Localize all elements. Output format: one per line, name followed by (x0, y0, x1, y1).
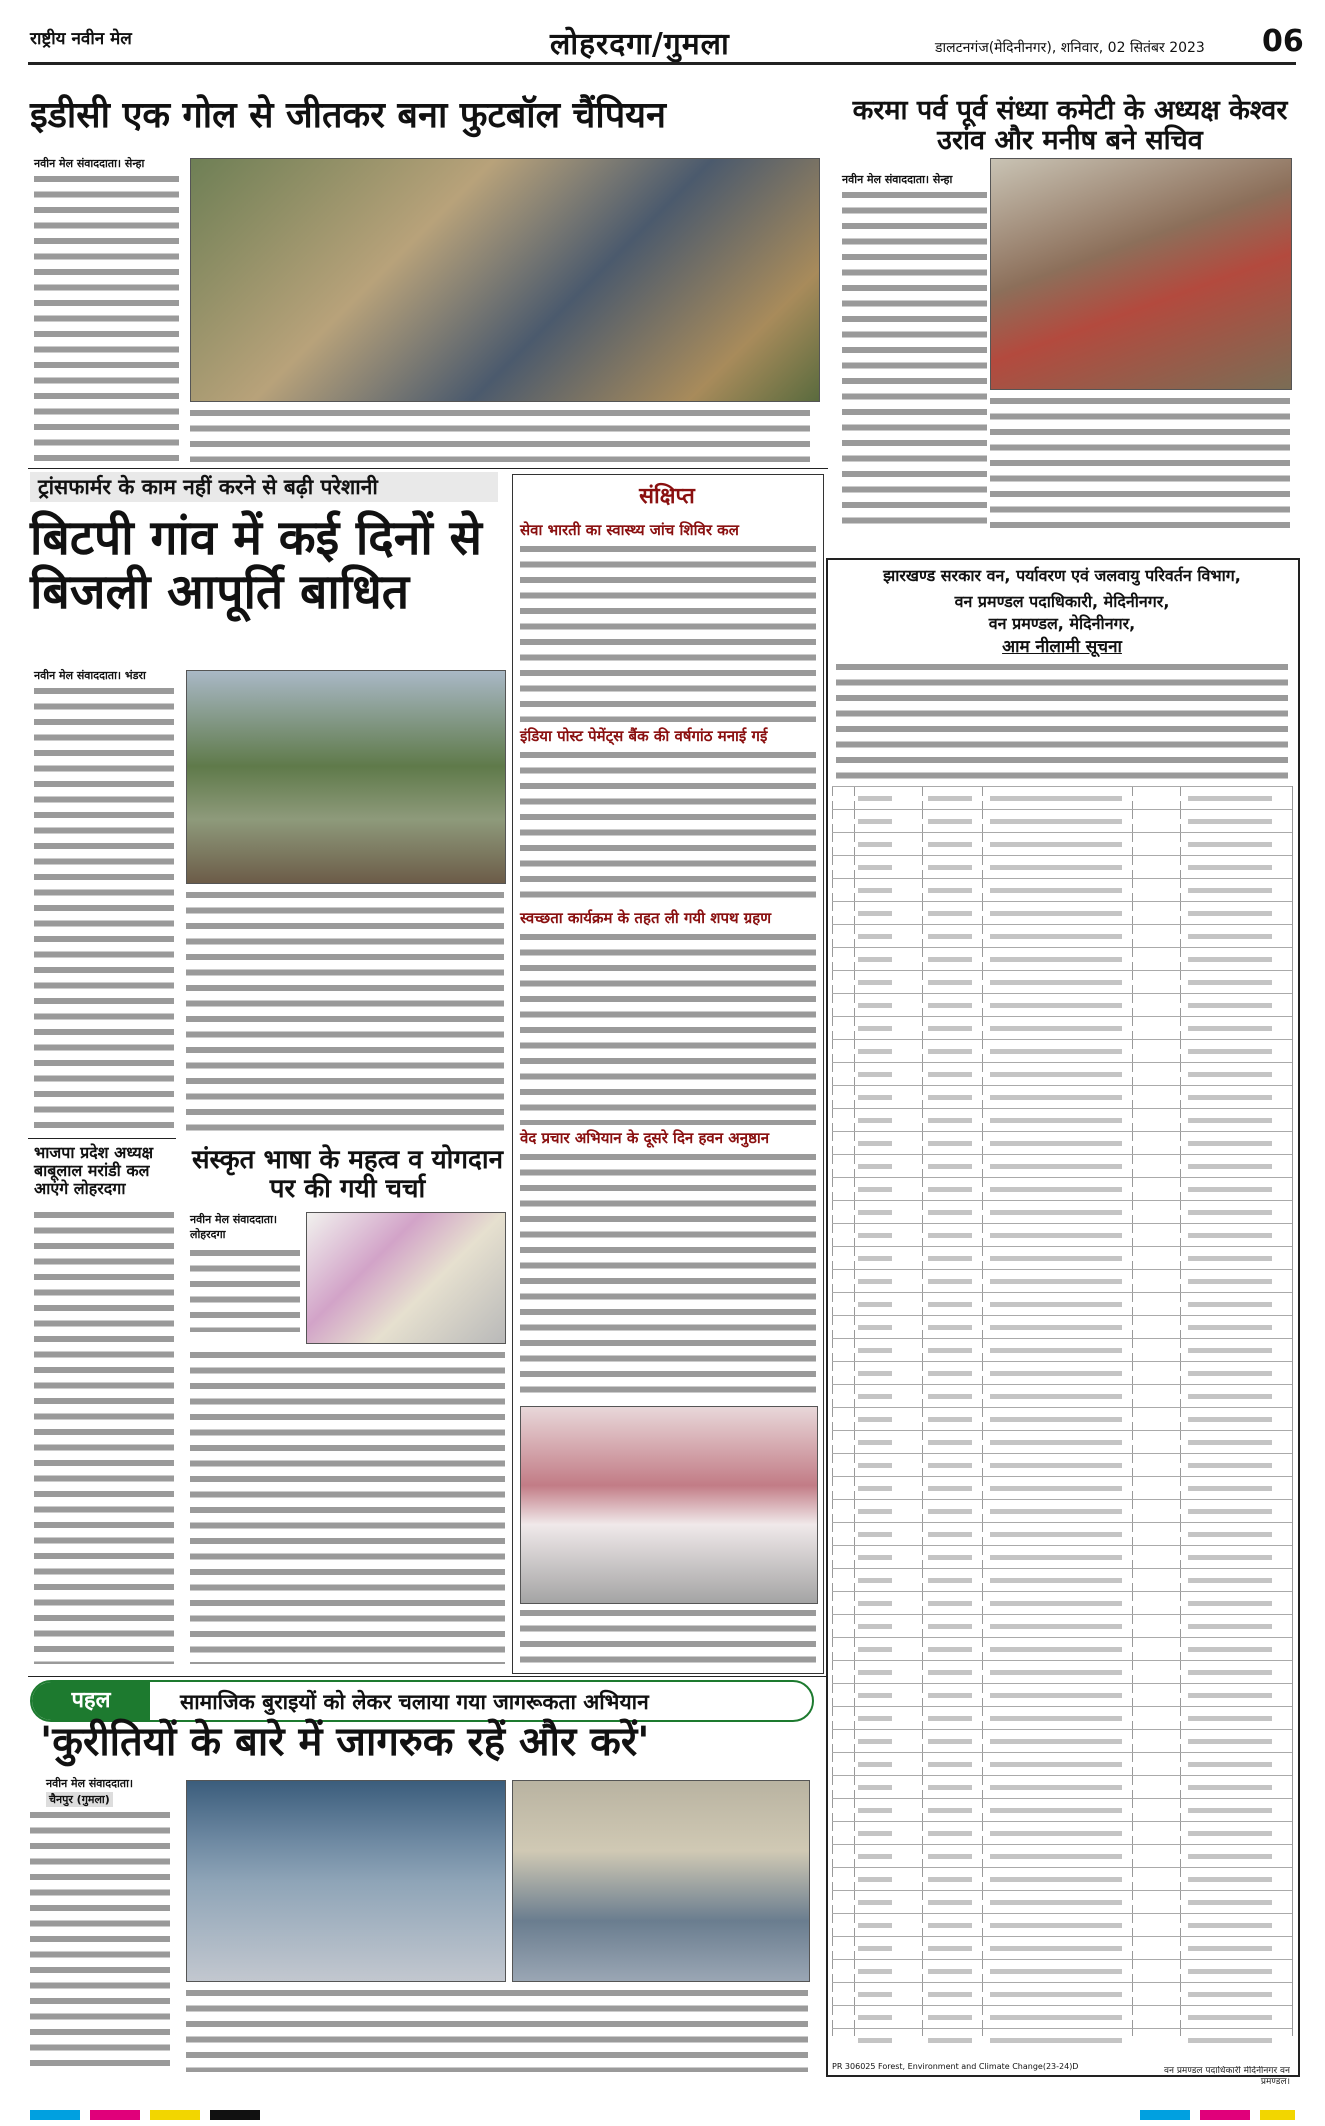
table-row (832, 1292, 1292, 1315)
notice-office-1: वन प्रमण्डल पदाधिकारी, मेदिनीनगर, (954, 592, 1170, 611)
story6-tag: पहल (32, 1682, 150, 1720)
auction-table (832, 786, 1292, 2076)
table-row (832, 2028, 1292, 2051)
table-row (832, 1476, 1292, 1499)
story5-headline: संस्कृत भाषा के महत्व व योगदान पर की गयी चर्चा (191, 1145, 504, 1205)
story3-kicker: ट्रांसफार्मर के काम नहीं करने से बढ़ी परेशानी (30, 472, 498, 502)
table-row (832, 1614, 1292, 1637)
story2-body-continued (990, 394, 1290, 534)
story2-byline: नवीन मेल संवाददाता। सेन्हा (842, 173, 953, 186)
registration-bar-yellow (1260, 2110, 1295, 2120)
karma-meeting-photo (990, 158, 1292, 390)
table-row (832, 1154, 1292, 1177)
brief-item-3-title: स्वच्छता कार्यक्रम के तहत ली गयी शपथ ग्रहण (520, 909, 772, 927)
table-row (832, 1959, 1292, 1982)
table-row (832, 1453, 1292, 1476)
table-row (832, 1982, 1292, 2005)
table-row (832, 832, 1292, 855)
story6-dateline: चैनपुर (गुमला) (46, 1792, 113, 1807)
story6-headline: 'कुरीतियों के बारे में जागरुक रहें और करें' (40, 1719, 650, 1765)
table-row (832, 786, 1292, 809)
dateline: डालटनगंज(मेदिनीनगर), शनिवार, 02 सितंबर 2023 (935, 40, 1205, 56)
table-row (832, 1407, 1292, 1430)
havan-photo (520, 1406, 818, 1604)
table-row (832, 1315, 1292, 1338)
registration-bar-cyan (30, 2110, 80, 2120)
section-title: लोहरदगा/गुमला (550, 27, 730, 62)
table-row (832, 1683, 1292, 1706)
registration-bar-magenta (1200, 2110, 1250, 2120)
table-row (832, 1729, 1292, 1752)
table-row (832, 1430, 1292, 1453)
table-row (832, 1522, 1292, 1545)
story5-byline: नवीन मेल संवाददाता। लोहरदगा (190, 1213, 278, 1241)
table-row (832, 1545, 1292, 1568)
notice-footer: PR 306025 Forest, Environment and Climate Change(23-24)D (832, 2062, 1079, 2071)
notice-intro-text (836, 660, 1288, 782)
table-row (832, 1798, 1292, 1821)
notice-signature: वन प्रमण्डल पदाधिकारी मेदिनीनगर वन प्रमण्डल। (1163, 2066, 1290, 2087)
table-row (832, 1177, 1292, 1200)
table-row (832, 1591, 1292, 1614)
table-row (832, 1269, 1292, 1292)
table-row (832, 809, 1292, 832)
story3-byline: नवीन मेल संवाददाता। भंडरा (34, 669, 146, 682)
table-row (832, 878, 1292, 901)
brief-item-4-body-continued (520, 1606, 816, 1666)
brief-item-2-title: इंडिया पोस्ट पेमेंट्स बैंक की वर्षगांठ मनाई गई (520, 727, 768, 745)
football-trophy-photo (190, 158, 820, 402)
story2-headline: करमा पर्व पूर्व संध्या कमेटी के अध्यक्ष केश्वर उरांव और मनीष बने सचिव (852, 95, 1288, 157)
notice-office-2: वन प्रमण्डल, मेदिनीनगर, (988, 614, 1136, 633)
table-row (832, 1200, 1292, 1223)
story1-headline: इडीसी एक गोल से जीतकर बना फुटबॉल चैंपियन (30, 95, 667, 136)
divider (28, 468, 828, 469)
table-row (832, 1223, 1292, 1246)
table-column-line (1292, 786, 1293, 2036)
notice-title: आम नीलामी सूचना (1002, 637, 1122, 657)
story5-body (190, 1246, 300, 1332)
story4-headline: भाजपा प्रदेश अध्यक्ष बाबूलाल मरांडी कल आएंगे लोहरदगा (34, 1143, 154, 1198)
brief-item-1-title: सेवा भारती का स्वास्थ्य जांच शिविर कल (520, 521, 739, 539)
registration-bar-cyan (1140, 2110, 1190, 2120)
header-rule (28, 62, 1296, 65)
table-row (832, 1361, 1292, 1384)
table-row (832, 1131, 1292, 1154)
transformer-photo (186, 670, 506, 884)
story3-headline: बिटपी गांव में कई दिनों से बिजली आपूर्ति बाधित (30, 510, 483, 620)
story6-body-continued (186, 1986, 808, 2072)
story4-body (34, 1208, 174, 1664)
story1-body-continued (190, 406, 810, 462)
masthead-logo: राष्ट्रीय नवीन मेल (30, 29, 132, 49)
story3-body (34, 684, 174, 1134)
table-row (832, 1246, 1292, 1269)
table-row (832, 1706, 1292, 1729)
brief-item-4-body (520, 1150, 816, 1400)
story1-body (34, 172, 179, 462)
story3-body-continued (186, 888, 504, 1134)
brief-item-3-body (520, 930, 816, 1125)
table-row (832, 1637, 1292, 1660)
table-row (832, 1016, 1292, 1039)
page-number: 06 (1262, 24, 1304, 59)
table-row (832, 1108, 1292, 1131)
registration-bar-yellow (150, 2110, 200, 2120)
table-row (832, 1867, 1292, 1890)
story2-body (842, 188, 987, 533)
table-row (832, 1062, 1292, 1085)
table-row (832, 1384, 1292, 1407)
table-row (832, 1039, 1292, 1062)
brief-title: संक्षिप्त (639, 484, 695, 509)
story6-byline: नवीन मेल संवाददाता। (46, 1777, 134, 1790)
table-row (832, 1844, 1292, 1867)
brief-item-1-body (520, 542, 816, 722)
table-row (832, 1936, 1292, 1959)
table-row (832, 924, 1292, 947)
table-row (832, 1890, 1292, 1913)
table-row (832, 1338, 1292, 1361)
table-row (832, 1499, 1292, 1522)
table-row (832, 1085, 1292, 1108)
table-row (832, 947, 1292, 970)
table-row (832, 1660, 1292, 1683)
table-row (832, 1775, 1292, 1798)
table-row (832, 970, 1292, 993)
table-row (832, 901, 1292, 924)
divider (28, 1138, 176, 1139)
story6-body (30, 1808, 170, 2072)
sanskrit-event-photo (306, 1212, 506, 1344)
awareness-photo-2 (512, 1780, 810, 1982)
table-row (832, 993, 1292, 1016)
story6-strap: सामाजिक बुराइयों को लेकर चलाया गया जागरूकता अभियान (180, 1690, 649, 1714)
registration-bar-black (210, 2110, 260, 2120)
table-row (832, 1913, 1292, 1936)
story5-body-continued (190, 1348, 505, 1664)
table-row (832, 2005, 1292, 2028)
table-row (832, 855, 1292, 878)
brief-item-4-title: वेद प्रचार अभियान के दूसरे दिन हवन अनुष्ठान (520, 1129, 770, 1147)
table-row (832, 1568, 1292, 1591)
awareness-photo-1 (186, 1780, 506, 1982)
registration-bar-magenta (90, 2110, 140, 2120)
table-row (832, 1752, 1292, 1775)
table-row (832, 1821, 1292, 1844)
divider (28, 1676, 828, 1677)
notice-dept: झारखण्ड सरकार वन, पर्यावरण एवं जलवायु परिवर्तन विभाग, (883, 566, 1241, 585)
story1-byline: नवीन मेल संवाददाता। सेन्हा (34, 157, 145, 170)
brief-item-2-body (520, 748, 816, 904)
